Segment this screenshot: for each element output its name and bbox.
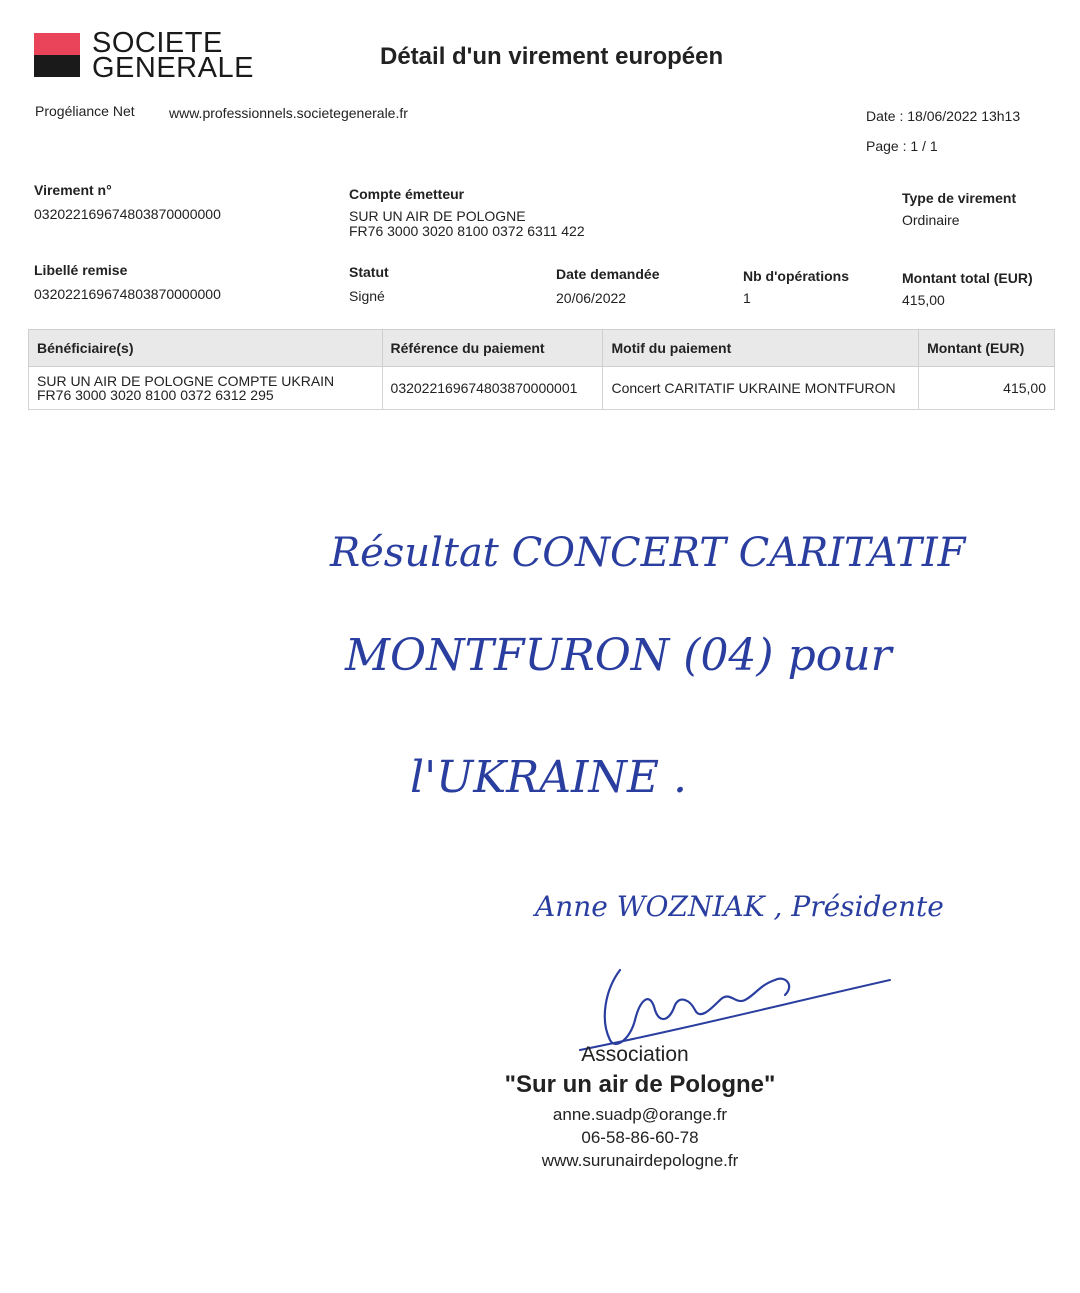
date-demandee-value: 20/06/2022 [556,290,627,306]
page-title: Détail d'un virement européen [380,43,724,70]
stamp-website: www.surunairdepologne.fr [541,1151,739,1170]
beneficiary-table [28,329,1055,410]
montant-total-label: Montant total (EUR) [902,270,1033,286]
statut-label: Statut [349,264,389,280]
libelle-remise-value: 03202216967480387000000​0 [34,286,221,302]
beneficiary-name: SUR UN AIR DE POLOGNE COMPTE UKRAIN [37,373,335,389]
cell-motif: Concert CARITATIF UKRAINE MONTFURON [603,367,919,410]
virement-label: Virement n° [34,182,112,198]
stamp-phone: 06-58-86-60-78 [581,1128,699,1147]
stamp-name: "Sur un air de Pologne" [504,1071,776,1098]
montant-total-value: 415,00 [902,292,945,308]
col-header-beneficiaire: Bénéficiaire(s) [29,330,383,367]
logo-red-block [34,33,80,55]
handwritten-line-2: MONTFURON (04) pour [345,630,892,681]
handwritten-signatory: Anne WOZNIAK , Présidente [535,890,944,923]
col-header-reference: Référence du paiement [382,330,603,367]
page-number: Page : 1 / 1 [866,138,938,154]
handwritten-line-1: Résultat CONCERT CARITATIF [330,530,966,576]
handwritten-line-3: l'UKRAINE . [410,752,687,803]
table-header-row [29,330,1055,367]
website-url: www.professionnels.societegenerale.fr [169,105,408,121]
type-virement-value: Ordinaire [902,212,960,228]
libelle-remise-label: Libellé remise [34,262,128,278]
nb-operations-value: 1 [743,290,751,306]
compte-emetteur-name: SUR UN AIR DE POLOGNE [349,208,526,224]
association-stamp [440,1043,840,1171]
print-date: Date : 18/06/2022 13h13 [866,108,1021,124]
table-row [29,367,1055,410]
col-header-motif: Motif du paiement [603,330,919,367]
compte-emetteur-label: Compte émetteur [349,186,465,202]
cell-reference: 032022169674803870000001 [382,367,603,410]
type-virement-label: Type de virement [902,190,1017,206]
societe-generale-logo-mark [34,33,80,77]
stamp-email: anne.suadp@orange.fr [552,1105,728,1124]
app-name: Progéliance Net [35,103,135,119]
logo-line-1: SOCIETE [92,27,223,59]
logo-black-block [34,55,80,77]
col-header-montant: Montant (EUR) [919,330,1055,367]
statut-value: Signé [349,288,385,304]
societe-generale-logo-text [92,27,254,84]
stamp-title: Association [581,1043,689,1066]
nb-operations-label: Nb d'opérations [743,268,849,284]
beneficiary-iban: FR76 3000 3020 8100 0372 6312 295 [37,387,274,403]
cell-beneficiaire [29,367,383,410]
virement-value: 03202216967480387000000​0 [34,206,221,222]
date-demandee-label: Date demandée [556,266,660,282]
compte-emetteur-iban: FR76 3000 3020 8100 0372 6311 422 [349,223,585,239]
logo-line-2: GENERALE [92,52,254,84]
cell-montant: 415,00 [919,367,1055,410]
